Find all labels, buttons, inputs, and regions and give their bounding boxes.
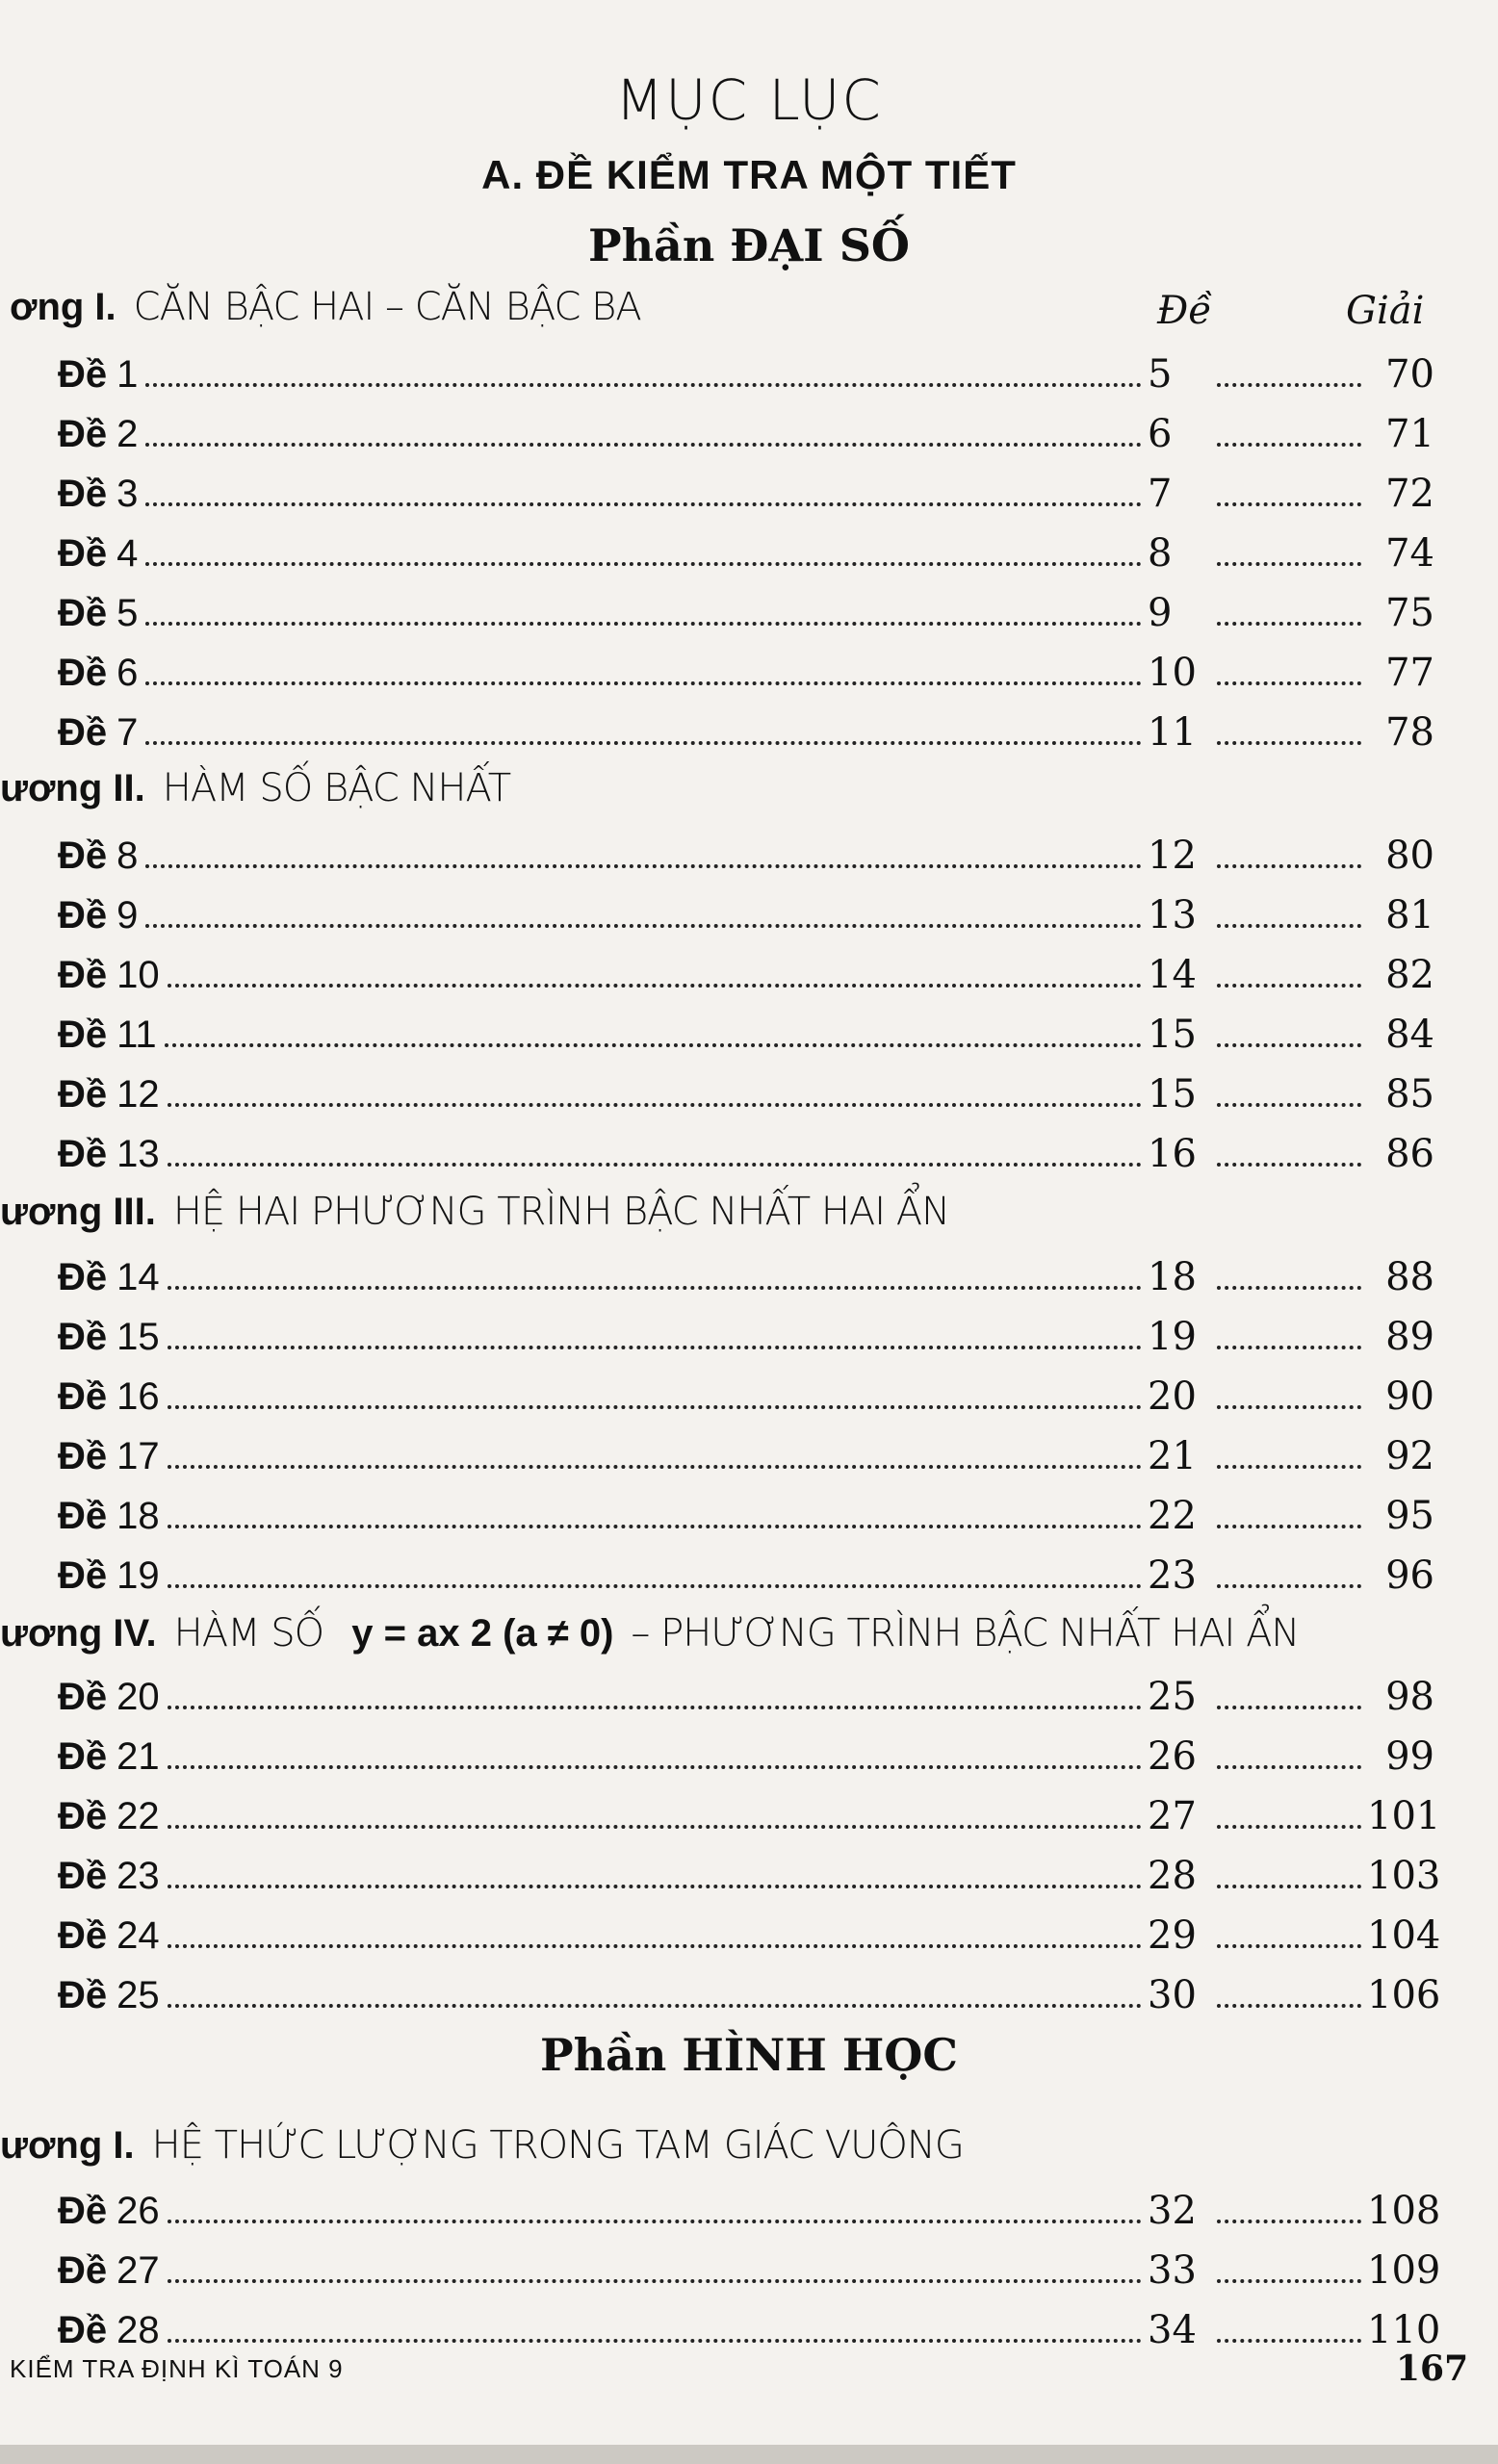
dot-leader [1217, 1706, 1361, 1709]
entry-number: 19 [116, 1554, 160, 1597]
toc-entry [58, 587, 1434, 635]
chapter-heading [0, 766, 1498, 810]
chapter-label: ơng I. [10, 286, 116, 328]
entry-giai-page: 72 [1385, 472, 1434, 516]
entry-label: Đề [58, 954, 108, 996]
dot-leader [168, 1286, 1142, 1290]
chapter-name: HỆ THỨC LƯỢNG TRONG TAM GIÁC VUÔNG [151, 2123, 964, 2168]
entry-label: Đề [58, 1855, 108, 1897]
chapter-heading [0, 1190, 1498, 1234]
entry-giai-page: 108 [1367, 2189, 1441, 2233]
entry-de-page: 11 [1148, 710, 1197, 755]
part-title-geometry: Phần HÌNH HỌC [540, 2029, 958, 2081]
toc-entry [58, 1671, 1434, 1719]
entry-giai-page: 70 [1385, 352, 1434, 397]
entry-de-page: 26 [1148, 1734, 1197, 1779]
entry-giai-page: 88 [1385, 1255, 1434, 1299]
entry-label: Đề [58, 1435, 108, 1477]
entry-number: 18 [116, 1495, 160, 1537]
entry-number: 12 [116, 1073, 160, 1116]
entry-giai-page: 106 [1367, 1973, 1441, 2017]
entry-number: 16 [116, 1375, 160, 1418]
toc-entry [58, 2185, 1441, 2233]
entry-giai-page: 71 [1385, 412, 1434, 456]
entry-giai-page: 90 [1385, 1374, 1434, 1419]
entry-number: 20 [116, 1676, 160, 1718]
entry-giai-page: 84 [1385, 1013, 1434, 1057]
toc-entry [58, 1430, 1434, 1478]
entry-de-page: 19 [1148, 1315, 1197, 1359]
dot-leader [1217, 1944, 1361, 1948]
dot-leader [168, 1706, 1142, 1709]
entry-giai-page: 110 [1367, 2308, 1441, 2352]
toc-entry [58, 527, 1434, 576]
chapter-label: ương II. [0, 767, 145, 809]
entry-de-page: 14 [1148, 953, 1197, 997]
chapter-formula: y = ax 2 (a ≠ 0) [351, 1612, 614, 1655]
entry-de-page: 7 [1148, 472, 1173, 516]
chapter-name-tail: – PHƯƠNG TRÌNH BẬC NHẤT HAI ẨN [631, 1611, 1300, 1656]
entry-label: Đề [58, 2249, 108, 2292]
dot-leader [1217, 864, 1361, 868]
dot-leader [1217, 383, 1361, 387]
dot-leader [1217, 502, 1361, 506]
dot-leader [145, 562, 1142, 566]
entry-label: Đề [58, 413, 108, 455]
entry-de-page: 34 [1148, 2308, 1197, 2352]
chapter-name: HÀM SỐ BẬC NHẤT [162, 766, 511, 810]
dot-leader [145, 502, 1142, 506]
entry-label: Đề [58, 1676, 108, 1718]
entry-label: Đề [58, 1014, 108, 1056]
entry-number: 4 [116, 532, 139, 575]
entry-number: 27 [116, 2249, 160, 2292]
entry-number: 2 [116, 413, 139, 455]
dot-leader [1217, 1525, 1361, 1528]
entry-de-page: 29 [1148, 1913, 1197, 1958]
dot-leader [145, 383, 1142, 387]
entry-de-page: 33 [1148, 2248, 1197, 2293]
entry-label: Đề [58, 1495, 108, 1537]
chapter-label: ương IV. [0, 1612, 157, 1655]
dot-leader [165, 1043, 1142, 1047]
entry-de-page: 5 [1148, 352, 1173, 397]
toc-entry [58, 830, 1434, 878]
dot-leader [168, 1584, 1142, 1588]
chapter-label: ương III. [0, 1191, 156, 1233]
dot-leader [1217, 1584, 1361, 1588]
entry-giai-page: 75 [1385, 591, 1434, 635]
toc-entry [58, 468, 1434, 516]
toc-entry [58, 348, 1434, 397]
entry-label: Đề [58, 652, 108, 694]
dot-leader [168, 2004, 1142, 2008]
entry-de-page: 8 [1148, 531, 1173, 576]
entry-label: Đề [58, 2190, 108, 2232]
entry-de-page: 25 [1148, 1675, 1197, 1719]
entry-de-page: 10 [1148, 651, 1197, 695]
entry-number: 10 [116, 954, 160, 996]
entry-de-page: 16 [1148, 1132, 1197, 1176]
toc-entry [58, 1850, 1441, 1898]
entry-number: 24 [116, 1914, 160, 1957]
entry-number: 21 [116, 1735, 160, 1778]
entry-label: Đề [58, 1735, 108, 1778]
part-title-algebra: Phần ĐẠI SỐ [587, 219, 911, 271]
entry-label: Đề [58, 353, 108, 396]
dot-leader [168, 1944, 1142, 1948]
entry-giai-page: 109 [1367, 2248, 1441, 2293]
dot-leader [168, 984, 1142, 988]
dot-leader [168, 1885, 1142, 1888]
entry-giai-page: 103 [1367, 1854, 1441, 1898]
dot-leader [1217, 1885, 1361, 1888]
dot-leader [168, 2339, 1142, 2343]
dot-leader [145, 622, 1142, 626]
dot-leader [1217, 1346, 1361, 1349]
entry-giai-page: 95 [1385, 1494, 1434, 1538]
entry-number: 1 [116, 353, 139, 396]
entry-giai-page: 85 [1385, 1072, 1434, 1116]
dot-leader [168, 1525, 1142, 1528]
dot-leader [1217, 2220, 1361, 2223]
entry-giai-page: 92 [1385, 1434, 1434, 1478]
entry-de-page: 22 [1148, 1494, 1197, 1538]
dot-leader [168, 1405, 1142, 1409]
toc-entry [58, 2304, 1441, 2352]
entry-giai-page: 77 [1385, 651, 1434, 695]
toc-entry [58, 1371, 1434, 1419]
page-title: MỤC LỤC [615, 67, 883, 133]
entry-number: 22 [116, 1795, 160, 1837]
dot-leader [1217, 1405, 1361, 1409]
entry-label: Đề [58, 1554, 108, 1597]
entry-giai-page: 80 [1385, 834, 1434, 878]
dot-leader [1217, 681, 1361, 685]
toc-entry [58, 1731, 1434, 1779]
entry-de-page: 32 [1148, 2189, 1197, 2233]
entry-de-page: 28 [1148, 1854, 1197, 1898]
dot-leader [168, 2279, 1142, 2283]
entry-giai-page: 96 [1385, 1553, 1434, 1598]
dot-leader [1217, 2004, 1361, 2008]
entry-de-page: 15 [1148, 1072, 1197, 1116]
dot-leader [1217, 2279, 1361, 2283]
entry-de-page: 13 [1148, 893, 1197, 937]
entry-label: Đề [58, 834, 108, 877]
dot-leader [168, 1346, 1142, 1349]
entry-label: Đề [58, 1073, 108, 1116]
chapter-heading [0, 1611, 1498, 1656]
dot-leader [145, 864, 1142, 868]
entry-label: Đề [58, 1316, 108, 1358]
page-number: 167 [1396, 2348, 1469, 2389]
entry-number: 23 [116, 1855, 160, 1897]
entry-label: Đề [58, 1133, 108, 1175]
entry-label: Đề [58, 592, 108, 634]
entry-de-page: 20 [1148, 1374, 1197, 1419]
toc-entry [58, 647, 1434, 695]
column-header-giai: Giải [1346, 289, 1425, 333]
toc-entry [58, 1550, 1434, 1598]
dot-leader [145, 681, 1142, 685]
chapter-name: HÀM SỐ [173, 1611, 324, 1656]
dot-leader [1217, 1043, 1361, 1047]
dot-leader [1217, 1765, 1361, 1769]
entry-giai-page: 74 [1385, 531, 1434, 576]
entry-giai-page: 104 [1367, 1913, 1441, 1958]
dot-leader [168, 1465, 1142, 1469]
entry-number: 14 [116, 1256, 160, 1298]
entry-label: Đề [58, 1914, 108, 1957]
section-subtitle: A. ĐỀ KIỂM TRA MỘT TIẾT [481, 152, 1017, 197]
entry-de-page: 12 [1148, 834, 1197, 878]
toc-entry [58, 1068, 1434, 1116]
entry-number: 28 [116, 2309, 160, 2351]
column-header-de: Đề [1157, 289, 1212, 333]
chapter-heading [0, 2123, 1498, 2168]
entry-number: 11 [116, 1014, 157, 1056]
entry-number: 5 [116, 592, 139, 634]
chapter-name: HỆ HAI PHƯƠNG TRÌNH BẬC NHẤT HAI ẨN [172, 1190, 950, 1234]
chapter-label: ương I. [0, 2124, 135, 2167]
dot-leader [145, 741, 1142, 745]
entry-de-page: 9 [1148, 591, 1173, 635]
entry-de-page: 18 [1148, 1255, 1197, 1299]
page-edge [0, 2445, 1498, 2464]
entry-number: 15 [116, 1316, 160, 1358]
entry-de-page: 27 [1148, 1794, 1197, 1838]
entry-number: 3 [116, 473, 139, 515]
toc-entry [58, 1251, 1434, 1299]
chapter-heading [10, 285, 1498, 329]
toc-entry [58, 408, 1434, 456]
entry-giai-page: 99 [1385, 1734, 1434, 1779]
dot-leader [1217, 924, 1361, 928]
entry-number: 17 [116, 1435, 160, 1477]
dot-leader [145, 924, 1142, 928]
chapter-name: CĂN BẬC HAI – CĂN BẬC BA [133, 285, 641, 329]
entry-label: Đề [58, 1974, 108, 2016]
toc-entry [58, 706, 1434, 755]
entry-number: 7 [116, 711, 139, 754]
entry-label: Đề [58, 894, 108, 937]
entry-de-page: 23 [1148, 1553, 1197, 1598]
entry-giai-page: 86 [1385, 1132, 1434, 1176]
entry-label: Đề [58, 1375, 108, 1418]
entry-number: 8 [116, 834, 139, 877]
dot-leader [1217, 562, 1361, 566]
entry-de-page: 6 [1148, 412, 1173, 456]
running-footer-title: KIỂM TRA ĐỊNH KÌ TOÁN 9 [10, 2354, 344, 2383]
dot-leader [1217, 1286, 1361, 1290]
dot-leader [1217, 2339, 1361, 2343]
dot-leader [1217, 443, 1361, 447]
entry-label: Đề [58, 2309, 108, 2351]
entry-number: 25 [116, 1974, 160, 2016]
entry-giai-page: 98 [1385, 1675, 1434, 1719]
dot-leader [145, 443, 1142, 447]
dot-leader [1217, 1465, 1361, 1469]
toc-entry [58, 1311, 1434, 1359]
entry-label: Đề [58, 532, 108, 575]
entry-giai-page: 101 [1367, 1794, 1441, 1838]
toc-entry [58, 1128, 1434, 1176]
toc-entry [58, 889, 1434, 937]
entry-number: 26 [116, 2190, 160, 2232]
dot-leader [1217, 984, 1361, 988]
dot-leader [168, 1163, 1142, 1167]
entry-de-page: 15 [1148, 1013, 1197, 1057]
dot-leader [1217, 741, 1361, 745]
toc-entry [58, 949, 1434, 997]
entry-giai-page: 82 [1385, 953, 1434, 997]
dot-leader [168, 1765, 1142, 1769]
dot-leader [1217, 1825, 1361, 1829]
dot-leader [168, 2220, 1142, 2223]
entry-label: Đề [58, 1795, 108, 1837]
entry-de-page: 21 [1148, 1434, 1197, 1478]
entry-number: 13 [116, 1133, 160, 1175]
toc-entry [58, 1790, 1441, 1838]
toc-entry [58, 1490, 1434, 1538]
entry-number: 9 [116, 894, 139, 937]
entry-de-page: 30 [1148, 1973, 1197, 2017]
toc-entry [58, 1009, 1434, 1057]
entry-number: 6 [116, 652, 139, 694]
entry-giai-page: 89 [1385, 1315, 1434, 1359]
dot-leader [168, 1103, 1142, 1107]
entry-label: Đề [58, 711, 108, 754]
toc-entry [58, 2245, 1441, 2293]
entry-giai-page: 78 [1385, 710, 1434, 755]
dot-leader [1217, 622, 1361, 626]
dot-leader [1217, 1163, 1361, 1167]
entry-label: Đề [58, 473, 108, 515]
entry-label: Đề [58, 1256, 108, 1298]
dot-leader [1217, 1103, 1361, 1107]
dot-leader [168, 1825, 1142, 1829]
toc-entry [58, 1910, 1441, 1958]
entry-giai-page: 81 [1385, 893, 1434, 937]
toc-entry [58, 1969, 1441, 2017]
